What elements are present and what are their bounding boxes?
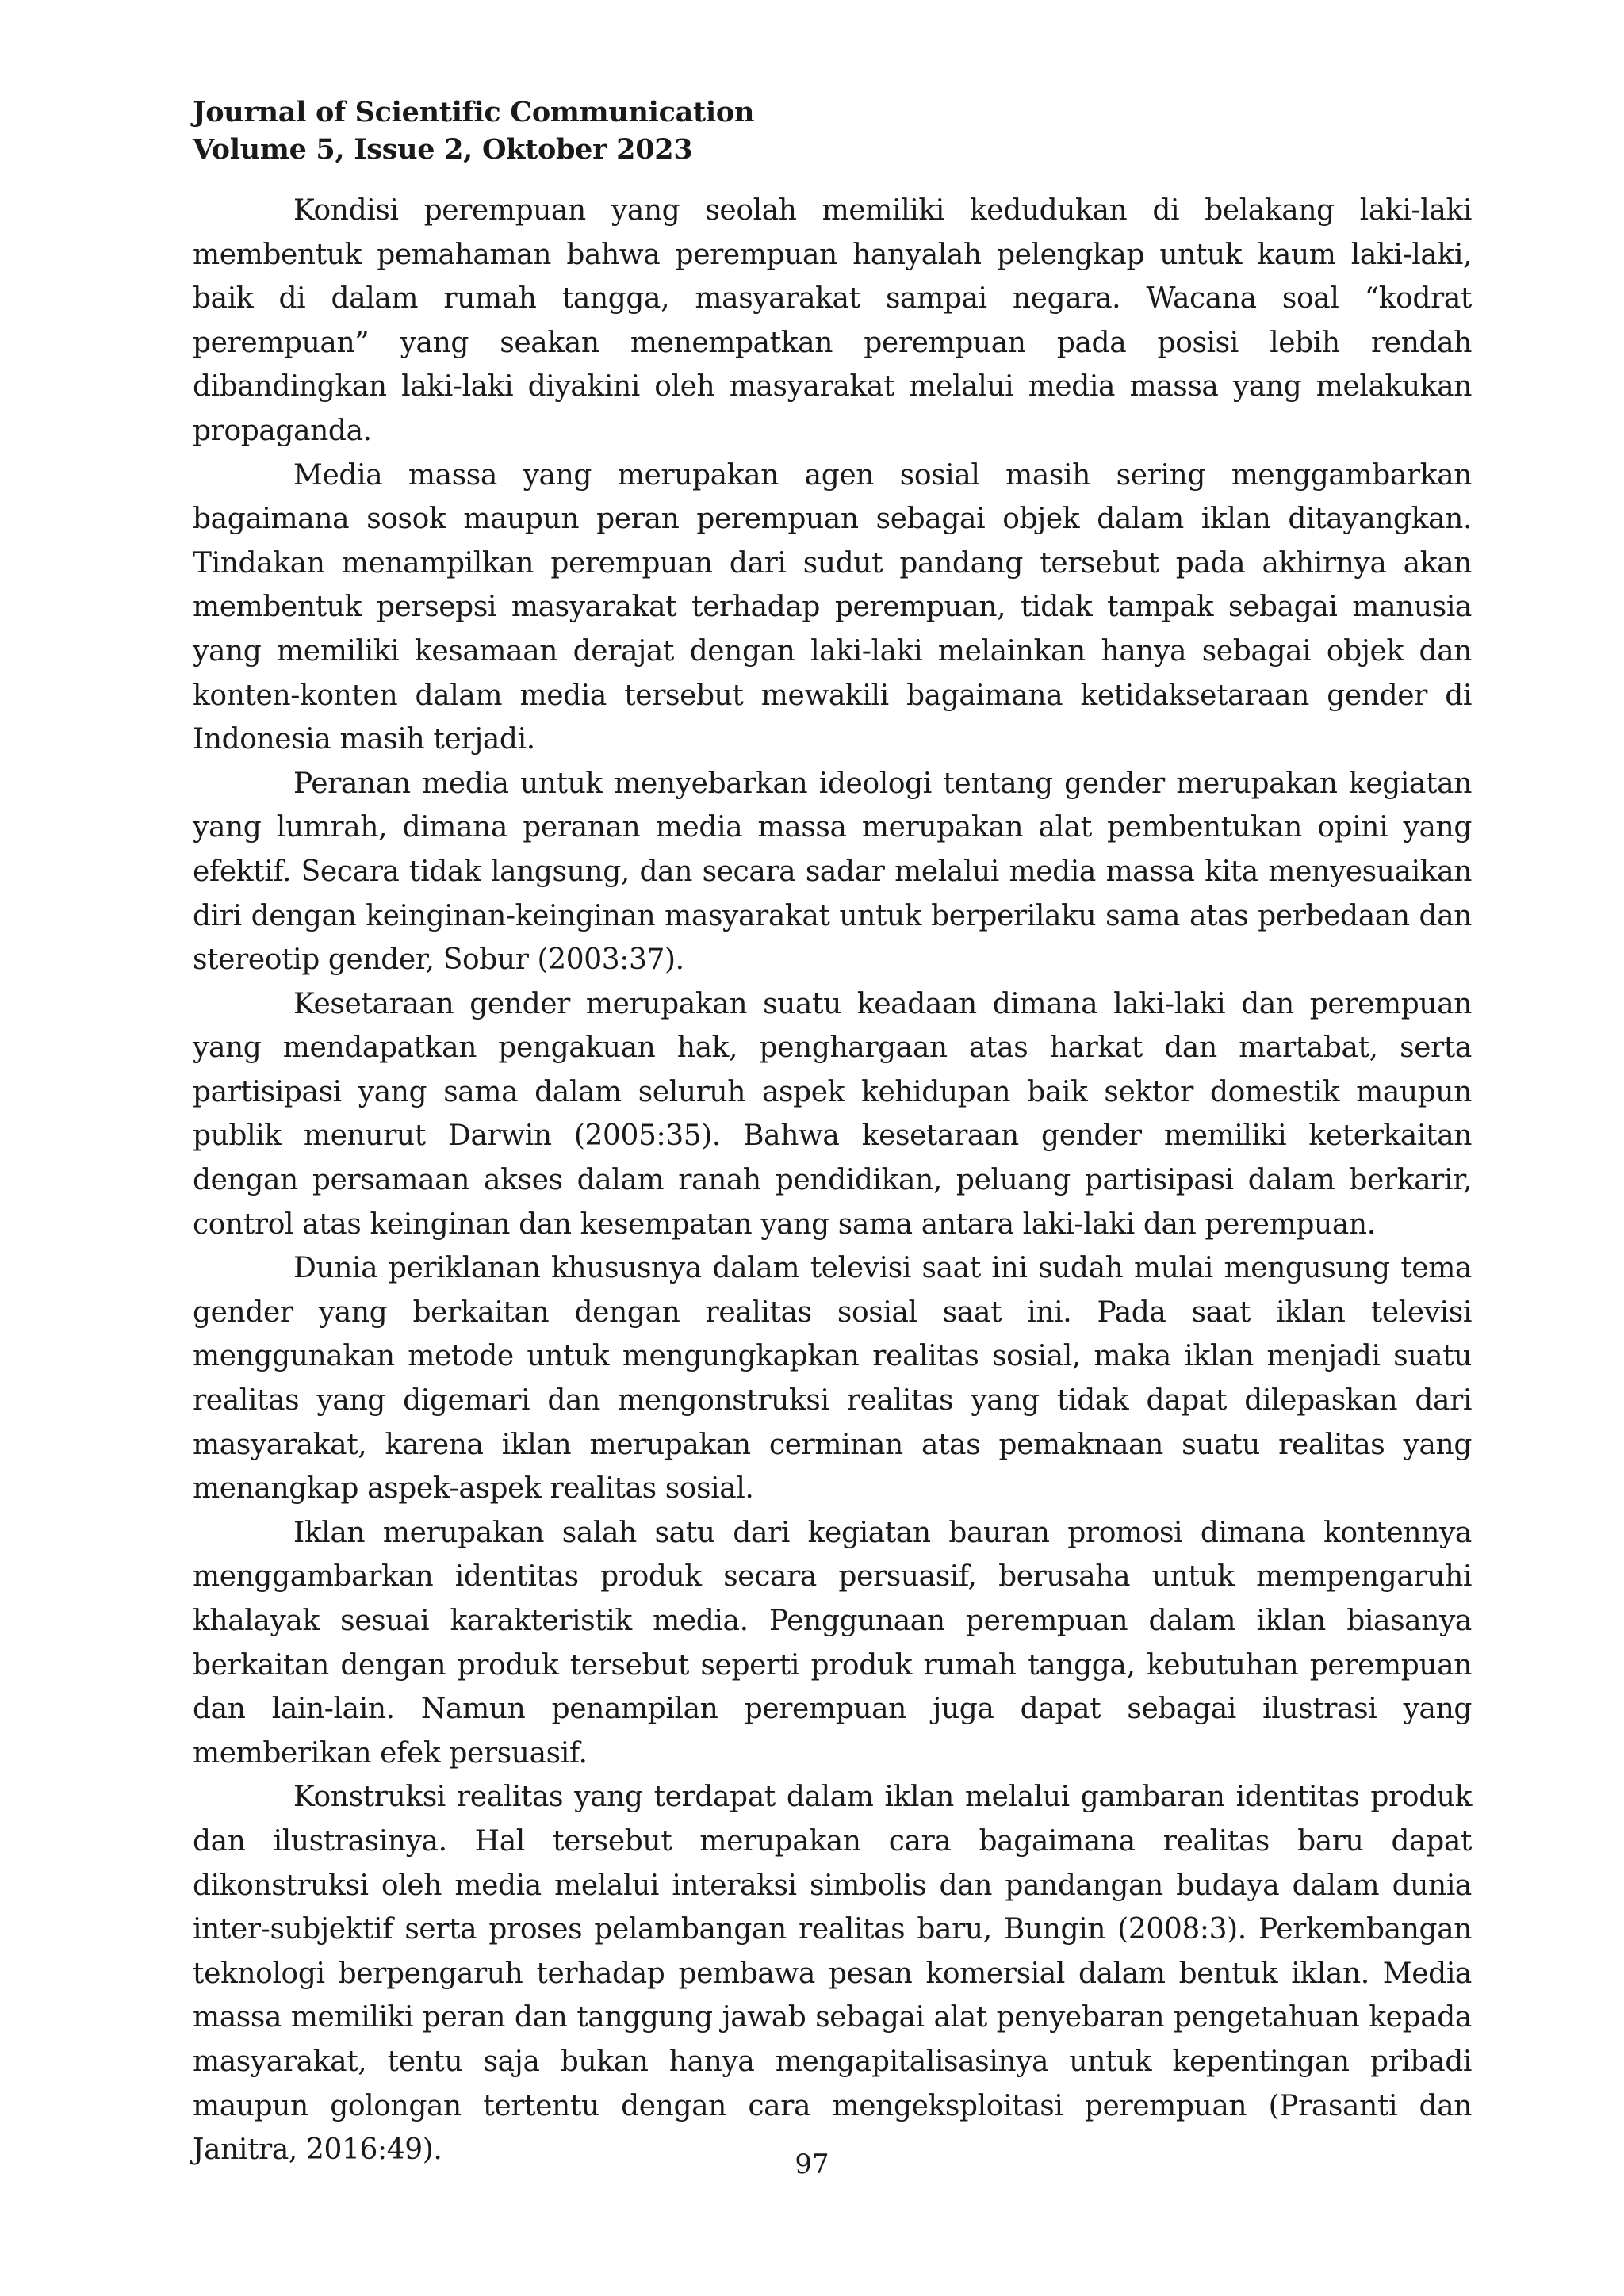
journal-volume: Volume 5, Issue 2, Oktober 2023 (193, 133, 693, 166)
journal-title: Journal of Scientific Communication (193, 96, 755, 128)
paragraph-3: Peranan media untuk menyebarkan ideologi tentang gender merupakan kegiatan yang lumrah, dimana peranan media massa merupakan alat pembentukan opini yang efektif. Secara tidak langsung, dan secara sadar melalui media massa kita menyesuaikan diri dengan keinginan-keinginan masyarakat untuk berperilaku sama atas perbedaan dan stereotip gender, Sobur (2003:37). (193, 767, 1472, 977)
paragraph-6: Iklan merupakan salah satu dari kegiatan bauran promosi dimana kontennya menggambarkan identitas produk secara persuasif, berusaha untuk mempengaruhi khalayak sesuai karakteristik media. Penggunaan perempuan dalam iklan biasanya berkaitan dengan produk tersebut seperti produk rumah tangga, kebutuhan perempuan dan lain-lain. Namun penampilan perempuan juga dapat sebagai ilustrasi yang memberikan efek persuasif. (193, 1516, 1472, 1770)
running-header (193, 94, 1461, 168)
article-body (193, 189, 1472, 2172)
paragraph-4: Kesetaraan gender merupakan suatu keadaan dimana laki-laki dan perempuan yang mendapatkan pengakuan hak, penghargaan atas harkat dan martabat, serta partisipasi yang sama dalam seluruh aspek kehidupan baik sektor domestik maupun publik menurut Darwin (2005:35). Bahwa kesetaraan gender memiliki keterkaitan dengan persamaan akses dalam ranah pendidikan, peluang partisipasi dalam berkarir, control atas keinginan dan kesempatan yang sama antara laki-laki dan perempuan. (193, 987, 1472, 1241)
paragraph-5: Dunia periklanan khususnya dalam televisi saat ini sudah mulai mengusung tema gender yang berkaitan dengan realitas sosial saat ini. Pada saat iklan televisi menggunakan metode untuk mengungkapkan realitas sosial, maka iklan menjadi suatu realitas yang digemari dan mengonstruksi realitas yang tidak dapat dilepaskan dari masyarakat, karena iklan merupakan cerminan atas pemaknaan suatu realitas yang menangkap aspek-aspek realitas sosial. (193, 1252, 1472, 1506)
paragraph-7: Konstruksi realitas yang terdapat dalam iklan melalui gambaran identitas produk dan ilustrasinya. Hal tersebut merupakan cara bagaimana realitas baru dapat dikonstruksi oleh media melalui interaksi simbolis dan pandangan budaya dalam dunia inter-subjektif serta proses pelambangan realitas baru, Bungin (2008:3). Perkembangan teknologi berpengaruh terhadap pembawa pesan komersial dalam bentuk iklan. Media massa memiliki peran dan tanggung jawab sebagai alat penyebaran pengetahuan kepada masyarakat, tentu saja bukan hanya mengapitalisasinya untuk kepentingan pribadi maupun golongan tertentu dengan cara mengeksploitasi perempuan (Prasanti dan Janitra, 2016:49). (193, 1781, 1472, 2167)
paragraph-2: Media massa yang merupakan agen sosial masih sering menggambarkan bagaimana sosok maupun peran perempuan sebagai objek dalam iklan ditayangkan. Tindakan menampilkan perempuan dari sudut pandang tersebut pada akhirnya akan membentuk persepsi masyarakat terhadap perempuan, tidak tampak sebagai manusia yang memiliki kesamaan derajat dengan laki-laki melainkan hanya sebagai objek dan konten-konten dalam media tersebut mewakili bagaimana ketidaksetaraan gender di Indonesia masih terjadi. (193, 458, 1472, 756)
page-number: 97 (795, 2149, 829, 2180)
paragraph-1: Kondisi perempuan yang seolah memiliki kedudukan di belakang laki-laki membentuk pemahaman bahwa perempuan hanyalah pelengkap untuk kaum laki-laki, baik di dalam rumah tangga, masyarakat sampai negara. Wacana soal “kodrat perempuan” yang seakan menempatkan perempuan pada posisi lebih rendah dibandingkan laki-laki diyakini oleh masyarakat melalui media massa yang melakukan propaganda. (193, 194, 1472, 447)
